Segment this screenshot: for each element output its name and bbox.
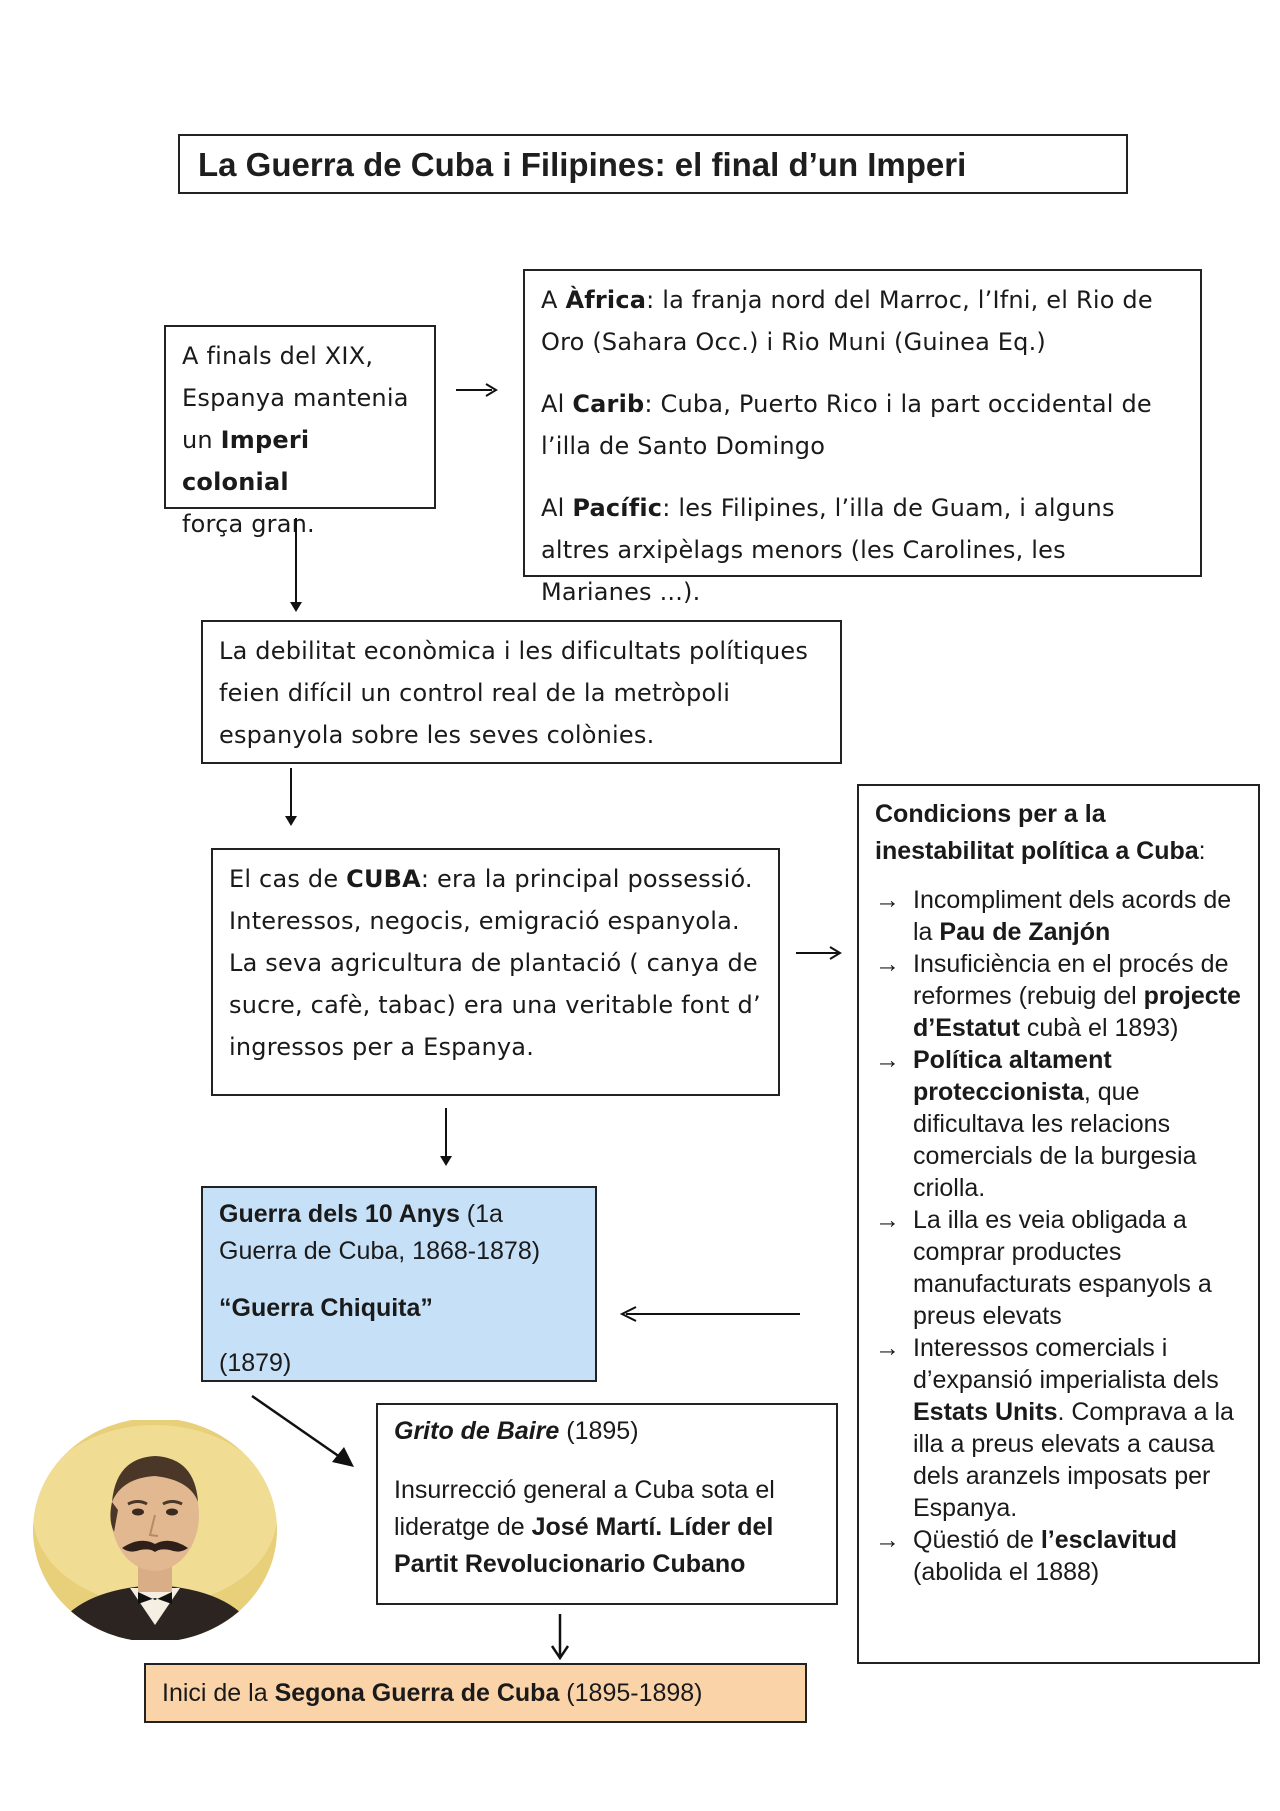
arrow-diagonal-to-grito [248, 1392, 360, 1472]
territories-box [523, 269, 1202, 606]
condition-item: → La illa es veia obligada a comprar productes manufacturats espanyols a preus elevats [875, 1206, 1212, 1330]
condition-item: → Qüestió de l’esclavitud (abolida el 1888) [875, 1526, 1178, 1586]
arrow-bullet-icon: → [875, 1526, 900, 1554]
empire-line: força gran. [182, 510, 315, 538]
empire-line: Espanya mantenia [182, 384, 409, 412]
arrow-bullet-icon: → [875, 1334, 900, 1362]
weakness-text: La debilitat econòmica i les dificultats polítiques feien difícil un control real de la metròpoli espanyola sobre les seves colònies. [219, 637, 809, 749]
weakness-box [201, 620, 842, 764]
arrow-bullet-icon: → [875, 1206, 900, 1234]
war-10-years-text: Guerra dels 10 Anys (1a Guerra de Cuba, 1868-1878) [219, 1200, 541, 1265]
arrow-down-to-second-war [547, 1612, 573, 1662]
condition-item: → Insuficiència en el procés de reformes (rebuig del projecte d’Estatut cubà el 1893) [875, 950, 1241, 1042]
grito-title: Grito de Baire (1895) [394, 1417, 639, 1445]
cuba-box [211, 848, 780, 1096]
carib-paragraph: Al Carib: Cuba, Puerto Rico i la part occidental de l’illa de Santo Domingo [541, 390, 1152, 460]
guerra-chiquita: “Guerra Chiquita” [219, 1294, 433, 1322]
imperi-colonial-bold: Imperi colonial [182, 426, 310, 496]
page-title-text: La Guerra de Cuba i Filipines: el final d’un Imperi [198, 146, 967, 183]
second-war-box: Inici de la Segona Guerra de Cuba (1895-1898) [144, 1663, 807, 1723]
arrow-bullet-icon: → [875, 1046, 900, 1074]
grito-text: Insurrecció general a Cuba sota el lideratge de José Martí. Líder del Partit Revolucionario Cubano [394, 1476, 775, 1578]
empire-line: A finals del XIX, [182, 342, 374, 370]
guerra-chiquita-year: (1879) [219, 1349, 292, 1377]
portrait-jose-marti-icon [30, 1420, 280, 1640]
arrow-bullet-icon: → [875, 950, 900, 978]
pacific-paragraph: Al Pacífic: les Filipines, l’illa de Guam, i alguns altres arxipèlags menors (les Carolines, les Marianes ...). [541, 494, 1115, 606]
empire-box [164, 325, 436, 538]
condition-item: → Interessos comercials i d’expansió imperialista dels Estats Units. Comprava a la illa a preus elevats a causa dels aranzels imposats per Espanya. [875, 1334, 1234, 1522]
arrow-bullet-icon: → [875, 886, 900, 914]
arrow-right-to-territories [454, 380, 500, 400]
arrow-left-to-war10 [616, 1302, 802, 1326]
grito-de-baire-box [376, 1403, 838, 1605]
africa-paragraph: A Àfrica: la franja nord del Marroc, l’Ifni, el Rio de Oro (Sahara Occ.) i Rio Muni (Guinea Eq.) [541, 286, 1153, 356]
conditions-list [875, 884, 1242, 1588]
condition-item: → Política altament proteccionista, que dificultava les relacions comercials de la burgesia criolla. [875, 1046, 1197, 1202]
arrow-right-to-conditions [794, 943, 846, 963]
war-10-years-box [201, 1186, 597, 1382]
conditions-box [857, 784, 1260, 1664]
arrow-down-to-war10 [434, 1106, 458, 1172]
arrow-down-to-weakness [284, 516, 308, 616]
arrow-down-to-cuba [279, 766, 303, 830]
empire-line: un Imperi colonial [182, 426, 310, 496]
page-title [178, 134, 1128, 194]
cuba-text: El cas de CUBA: era la principal possessió. Interessos, negocis, emigració espanyola. La seva agricultura de plantació ( canya de sucre, cafè, tabac) era una veritable font d’ ingressos per a Espanya. [229, 865, 761, 1061]
condition-item: → Incompliment dels acords de la Pau de Zanjón [875, 886, 1232, 946]
conditions-heading: Condicions per a la inestabilitat política a Cuba: [875, 800, 1206, 865]
